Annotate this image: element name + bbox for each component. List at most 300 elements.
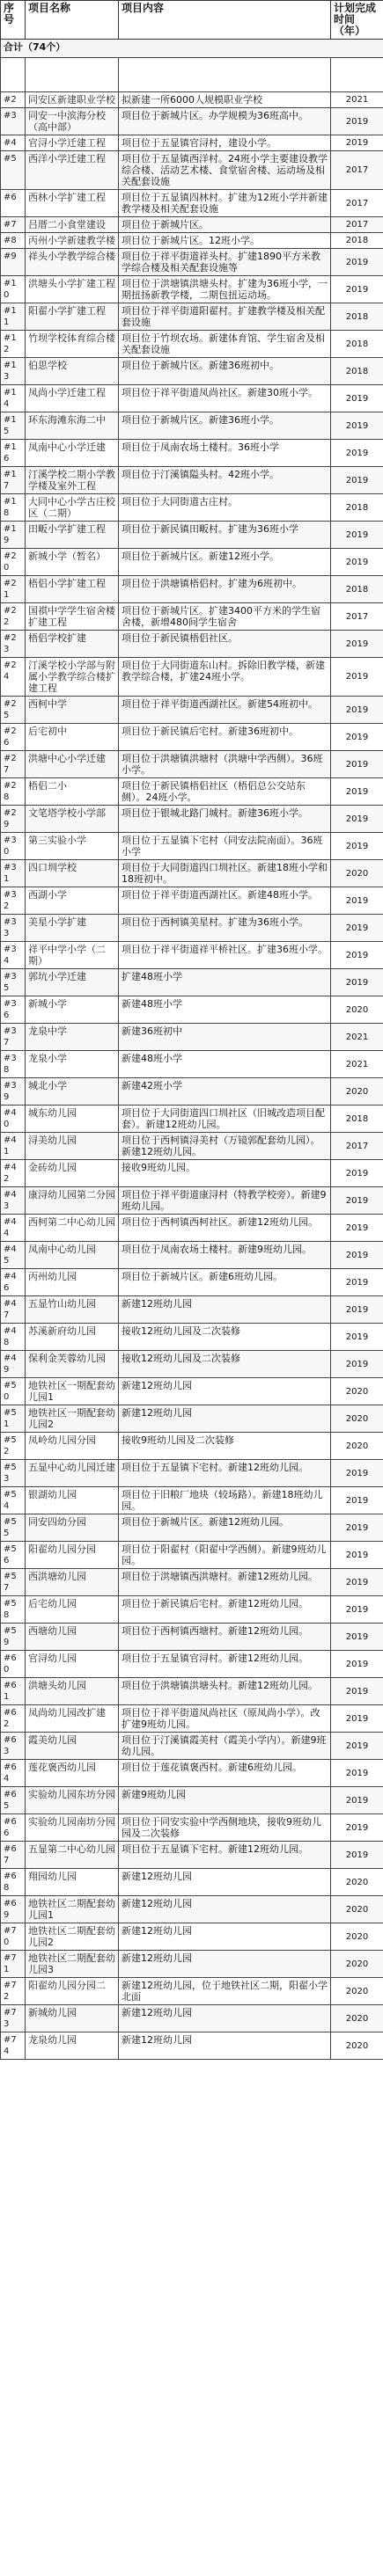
row-project-content: 项目位于五显镇下宅村（同安法院南面）。36班小学 (119, 833, 331, 860)
row-number: #33 (1, 915, 26, 942)
row-completion-year: 2020 (331, 1869, 383, 1896)
row-completion-year: 2020 (331, 1378, 383, 1405)
row-project-content: 项目位于大同街道四口圳社区。新建18班小学和18班初中。 (119, 860, 331, 887)
row-number: #50 (1, 1378, 26, 1405)
row-project-content: 项目位于新民镇后宅村。新建36班初中。 (119, 724, 331, 751)
row-project-content: 项目位于汀溪镇霞美村（霞美小学内）。新建9班幼儿园。 (119, 1733, 331, 1760)
row-number: #4 (1, 135, 26, 151)
row-number: #29 (1, 806, 26, 833)
row-completion-year: 2019 (331, 1678, 383, 1705)
row-project-content: 项目位于洪塘镇梧侣村。扩建为6班初中。 (119, 576, 331, 603)
row-project-name: 祥平中学小学（二期） (26, 942, 119, 969)
row-project-name: 西洪塘幼儿园 (26, 1569, 119, 1596)
row-project-name: 国祺中学学生宿舍楼扩建工程 (26, 603, 119, 631)
row-project-name: 苏溪新府幼儿园 (26, 1324, 119, 1351)
row-project-content: 新建42班小学 (119, 1078, 331, 1106)
row-completion-year: 2019 (331, 1514, 383, 1542)
row-number: #13 (1, 358, 26, 385)
row-project-name: 第三实验小学 (26, 833, 119, 860)
row-project-name: 文笔塔学校小学部 (26, 806, 119, 833)
table-row (1, 1705, 383, 1733)
row-completion-year: 2019 (331, 1624, 383, 1651)
row-project-content: 项目位于五显镇下宅村。新建12班幼儿园。 (119, 1842, 331, 1869)
row-number: #37 (1, 1024, 26, 1051)
row-project-name: 阳翟小学扩建工程 (26, 303, 119, 331)
row-completion-year: 2019 (331, 1324, 383, 1351)
row-project-content: 新建12班幼儿园 (119, 1378, 331, 1405)
row-project-name: 五显第二中心幼儿园 (26, 1842, 119, 1869)
row-project-content: 接收9班幼儿园及二次装修 (119, 1433, 331, 1460)
row-number: #36 (1, 996, 26, 1024)
row-project-name: 地铁社区一期配套幼儿园2 (26, 1405, 119, 1433)
row-number: #30 (1, 833, 26, 860)
row-completion-year: 2019 (331, 1296, 383, 1324)
row-number: #39 (1, 1078, 26, 1106)
row-project-name: 五显中心幼儿园迁建 (26, 1460, 119, 1487)
row-completion-year: 2019 (331, 887, 383, 915)
table-row (1, 217, 383, 233)
table-row (1, 833, 383, 860)
row-completion-year: 2019 (331, 549, 383, 576)
row-number: #43 (1, 1187, 26, 1215)
row-project-name: 城北小学 (26, 1078, 119, 1106)
row-project-content: 项目位于新民镇田畈村。扩建为36班小学 (119, 522, 331, 549)
row-number: #55 (1, 1514, 26, 1542)
row-completion-year: 2019 (331, 1187, 383, 1215)
table-row (1, 522, 383, 549)
table-row (1, 996, 383, 1024)
blank-row (1, 58, 383, 92)
row-project-content: 项目位于新民镇梧侣社区（梧侣总公交站东侧）。24班小学。 (119, 778, 331, 806)
row-project-name: 新城小学 (26, 996, 119, 1024)
row-number: #45 (1, 1242, 26, 1269)
row-number: #19 (1, 522, 26, 549)
row-project-name: 五显竹山幼儿园 (26, 1296, 119, 1324)
row-number: #23 (1, 631, 26, 658)
row-project-content: 项目位于西柯镇西柯社区。新建12班幼儿园。 (119, 1215, 331, 1242)
row-number: #63 (1, 1733, 26, 1760)
blank-cell (119, 58, 331, 92)
row-project-content: 项目位于凤南农场土楼村。新建9班幼儿园。 (119, 1242, 331, 1269)
row-completion-year: 2019 (331, 697, 383, 724)
table-row (1, 1351, 383, 1378)
row-number: #31 (1, 860, 26, 887)
row-project-content: 新建12班幼儿园 (119, 1296, 331, 1324)
table-row (1, 631, 383, 658)
row-project-name: 吕厝二小食堂建设 (26, 217, 119, 233)
row-project-content: 新建12班幼儿园，位于地铁社区二期，阳翟小学北面 (119, 1978, 331, 2005)
row-completion-year: 2019 (331, 412, 383, 440)
row-project-name: 竹坝学校体育综合楼 (26, 331, 119, 358)
table-row (1, 1733, 383, 1760)
row-project-name: 地铁社区二期配套幼儿园3 (26, 1951, 119, 1978)
row-completion-year: 2019 (331, 108, 383, 135)
header-name: 项目名称 (26, 1, 119, 40)
row-completion-year: 2019 (331, 385, 383, 412)
row-project-name: 西湖小学 (26, 887, 119, 915)
row-project-name: 后宅幼儿园 (26, 1596, 119, 1624)
row-completion-year: 2017 (331, 1133, 383, 1160)
row-number: #73 (1, 2005, 26, 2032)
row-project-content: 项目位于洪塘镇洪塘头村。新建12班幼儿园。 (119, 1678, 331, 1705)
row-project-name: 梧侣二小 (26, 778, 119, 806)
row-number: #8 (1, 233, 26, 249)
total-label: 合计（74个） (1, 40, 383, 58)
table-row (1, 151, 383, 190)
row-project-name: 地铁社区二期配套幼儿园2 (26, 1923, 119, 1951)
table-row (1, 549, 383, 576)
row-project-name: 汀溪学校二期小学教学楼及室外工程 (26, 467, 119, 494)
row-number: #27 (1, 751, 26, 778)
table-row (1, 1460, 383, 1487)
row-project-content: 项目位于洪塘镇西洪塘村。新建12班幼儿园。 (119, 1569, 331, 1596)
table-row (1, 724, 383, 751)
row-completion-year: 2020 (331, 1951, 383, 1978)
blank-cell (331, 58, 383, 92)
row-project-name: 凤岭幼儿园分园 (26, 1433, 119, 1460)
table-row (1, 249, 383, 276)
row-completion-year: 2019 (331, 522, 383, 549)
row-project-content: 项目位于莲花镇褒西村。新建6班幼儿园。 (119, 1760, 331, 1787)
row-completion-year: 2019 (331, 942, 383, 969)
row-project-name: 郭坑小学迁建 (26, 969, 119, 996)
row-completion-year: 2019 (331, 778, 383, 806)
row-project-content: 项目位于新城片区。12班小学。 (119, 233, 331, 249)
row-project-name: 大同中心小学古庄校区（二期） (26, 494, 119, 522)
row-number: #44 (1, 1215, 26, 1242)
row-project-name: 凤南中心幼儿园 (26, 1242, 119, 1269)
row-project-name: 龙泉幼儿园 (26, 2032, 119, 2060)
row-number: #42 (1, 1160, 26, 1187)
row-number: #22 (1, 603, 26, 631)
row-completion-year: 2019 (331, 658, 383, 697)
table-body (1, 40, 383, 2060)
row-project-name: 田畈小学扩建工程 (26, 522, 119, 549)
row-project-content: 项目位于五显镇官浔村，建设小学。 (119, 135, 331, 151)
row-project-content: 项目位于祥平街道阳翟村。扩建教学楼及相关配套设施 (119, 303, 331, 331)
table-row (1, 576, 383, 603)
row-completion-year: 2019 (331, 1733, 383, 1760)
row-completion-year: 2019 (331, 440, 383, 467)
table-row (1, 233, 383, 249)
row-project-content: 接收12班幼儿园及二次装修 (119, 1351, 331, 1378)
table-row (1, 1160, 383, 1187)
row-project-name: 洪塘头小学扩建工程 (26, 276, 119, 303)
row-completion-year: 2021 (331, 1024, 383, 1051)
table-row (1, 1842, 383, 1869)
row-number: #48 (1, 1324, 26, 1351)
row-project-name: 地铁社区二期配套幼儿园1 (26, 1896, 119, 1923)
table-row (1, 358, 383, 385)
row-project-content: 项目位于大同街道东山村。拆除旧教学楼，新建教学综合楼，扩建24班小学。 (119, 658, 331, 697)
row-completion-year: 2019 (331, 724, 383, 751)
row-number: #35 (1, 969, 26, 996)
table-row (1, 1242, 383, 1269)
header-desc: 项目内容 (119, 1, 331, 40)
table-row (1, 2032, 383, 2060)
row-completion-year: 2017 (331, 190, 383, 217)
row-number: #26 (1, 724, 26, 751)
row-number: #28 (1, 778, 26, 806)
row-completion-year: 2018 (331, 576, 383, 603)
row-project-content: 接收12班幼儿园及二次装修 (119, 1324, 331, 1351)
row-number: #34 (1, 942, 26, 969)
table-row (1, 1378, 383, 1405)
row-completion-year: 2020 (331, 1978, 383, 2005)
table-row (1, 385, 383, 412)
row-completion-year: 2020 (331, 1896, 383, 1923)
row-project-name: 实验幼儿园南坊分园 (26, 1814, 119, 1842)
table-row (1, 467, 383, 494)
row-project-content: 项目位于祥平街道凤尚社区（原凤尚小学）。改扩建9班幼儿园。 (119, 1705, 331, 1733)
table-row (1, 1405, 383, 1433)
row-completion-year: 2019 (331, 806, 383, 833)
row-project-name: 莲花褒西幼儿园 (26, 1760, 119, 1787)
table-row (1, 1542, 383, 1569)
row-project-name: 地铁社区一期配套幼儿园1 (26, 1378, 119, 1405)
row-number: #5 (1, 151, 26, 190)
row-completion-year: 2018 (331, 358, 383, 385)
row-project-name: 城东幼儿园 (26, 1106, 119, 1133)
table-row (1, 1106, 383, 1133)
row-project-name: 保利金芙蓉幼儿园 (26, 1351, 119, 1378)
row-completion-year: 2019 (331, 1569, 383, 1596)
table-row (1, 778, 383, 806)
row-project-content: 项目位于新民镇后宅村。新建12班幼儿园。 (119, 1596, 331, 1624)
row-project-content: 项目位于祥平街道祥平桥社区。扩建36班小学。 (119, 942, 331, 969)
row-project-name: 环东海滩东海二中 (26, 412, 119, 440)
row-project-name: 西柯第二中心幼儿园 (26, 1215, 119, 1242)
row-completion-year: 2018 (331, 303, 383, 331)
row-project-name: 西塘幼儿园 (26, 1624, 119, 1651)
table-row (1, 1651, 383, 1678)
row-project-content: 项目位于五显镇下宅村。新建12班幼儿园。 (119, 1460, 331, 1487)
row-completion-year: 2021 (331, 1051, 383, 1078)
row-completion-year: 2019 (331, 1787, 383, 1814)
row-completion-year: 2019 (331, 1215, 383, 1242)
row-project-content: 项目位于五显镇西洋村。24班小学主要建设教学综合楼、活动艺术楼、食堂宿舍楼、运动场及相关配套设施 (119, 151, 331, 190)
row-number: #24 (1, 658, 26, 697)
table-row (1, 915, 383, 942)
row-number: #58 (1, 1596, 26, 1624)
row-project-name: 实验幼儿园东坊分园 (26, 1787, 119, 1814)
row-completion-year: 2021 (331, 92, 383, 108)
row-project-content: 新建9班幼儿园 (119, 1787, 331, 1814)
row-completion-year: 2019 (331, 1242, 383, 1269)
table-row (1, 1487, 383, 1514)
row-number: #14 (1, 385, 26, 412)
table-row (1, 1296, 383, 1324)
row-project-name: 龙泉小学 (26, 1051, 119, 1078)
row-project-content: 新建12班幼儿园 (119, 2005, 331, 2032)
table-row (1, 860, 383, 887)
table-row (1, 1787, 383, 1814)
row-completion-year: 2019 (331, 631, 383, 658)
row-project-content: 项目位于新城片区。 (119, 217, 331, 233)
row-number: #21 (1, 576, 26, 603)
table-row (1, 969, 383, 996)
header-no: 序号 (1, 1, 26, 40)
row-number: #40 (1, 1106, 26, 1133)
row-completion-year: 2019 (331, 1487, 383, 1514)
row-number: #56 (1, 1542, 26, 1569)
table-row (1, 603, 383, 631)
row-completion-year: 2020 (331, 1923, 383, 1951)
row-project-name: 祥头小学教学综合楼 (26, 249, 119, 276)
row-number: #53 (1, 1460, 26, 1487)
row-project-name: 汀溪学校小学部与附属小学教学综合楼扩建工程 (26, 658, 119, 697)
table-row (1, 1024, 383, 1051)
row-project-content: 项目位于旧粮厂地块（较场路）。新建18班幼儿园。 (119, 1487, 331, 1514)
row-number: #71 (1, 1951, 26, 1978)
row-completion-year: 2020 (331, 2032, 383, 2060)
row-project-content: 项目位于洪塘镇洪塘头村。扩建为36班小学，一期扭扬新教学楼，二期包扭运动场。 (119, 276, 331, 303)
table-row (1, 1678, 383, 1705)
row-number: #69 (1, 1896, 26, 1923)
row-completion-year: 2019 (331, 1651, 383, 1678)
row-number: #32 (1, 887, 26, 915)
row-project-name: 梧侣小学扩建工程 (26, 576, 119, 603)
table-row (1, 1324, 383, 1351)
row-project-content: 新建12班幼儿园 (119, 1896, 331, 1923)
row-number: #10 (1, 276, 26, 303)
table-row (1, 1051, 383, 1078)
row-number: #57 (1, 1569, 26, 1596)
row-completion-year: 2017 (331, 217, 383, 233)
row-project-name: 新城小学（暂名） (26, 549, 119, 576)
row-completion-year: 2019 (331, 1269, 383, 1296)
row-project-content: 项目位于同安实验中学西侧地块，接收9班幼儿园及二次装修 (119, 1814, 331, 1842)
row-number: #17 (1, 467, 26, 494)
row-project-content: 项目位于大同街道古庄村。 (119, 494, 331, 522)
row-completion-year: 2019 (331, 276, 383, 303)
row-project-name: 翔园幼儿园 (26, 1869, 119, 1896)
row-project-content: 项目位于五显镇官浔村。新建12班幼儿园。 (119, 1651, 331, 1678)
row-project-content: 项目位于阳翟村（阳翟中学西侧）。新建9班幼儿园。 (119, 1542, 331, 1569)
table-row (1, 806, 383, 833)
row-completion-year: 2019 (331, 1596, 383, 1624)
row-project-name: 四口圳学校 (26, 860, 119, 887)
table-row (1, 303, 383, 331)
row-completion-year: 2019 (331, 1705, 383, 1733)
row-completion-year: 2019 (331, 249, 383, 276)
row-completion-year: 2019 (331, 1842, 383, 1869)
row-completion-year: 2019 (331, 1160, 383, 1187)
row-completion-year: 2019 (331, 1542, 383, 1569)
row-project-content: 项目位于祥平街道凤尚社区。新建30班小学。 (119, 385, 331, 412)
row-project-name: 银湖幼儿园 (26, 1487, 119, 1514)
row-project-content: 新建12班幼儿园 (119, 1951, 331, 1978)
row-number: #46 (1, 1269, 26, 1296)
table-row (1, 135, 383, 151)
row-project-content: 新建48班小学 (119, 1051, 331, 1078)
row-number: #65 (1, 1787, 26, 1814)
row-completion-year: 2020 (331, 2005, 383, 2032)
blank-cell (1, 58, 26, 92)
row-project-name: 凤南中心小学迁建 (26, 440, 119, 467)
row-project-name: 霞美幼儿园 (26, 1733, 119, 1760)
row-project-content: 新建12班幼儿园 (119, 1869, 331, 1896)
row-project-name: 龙泉中学 (26, 1024, 119, 1051)
row-project-name: 凤尚小学迁建工程 (26, 385, 119, 412)
table-row (1, 1896, 383, 1923)
row-project-content: 项目位于竹坝农场。新建体育馆、学生宿舍及相关配套设施 (119, 331, 331, 358)
table-row (1, 887, 383, 915)
row-project-content: 项目位于银城北路门城村。新建36班小学。 (119, 806, 331, 833)
row-project-content: 项目位于大同街道四口圳社区（旧城改造项目配套）。新建12班幼儿园。 (119, 1106, 331, 1133)
row-completion-year: 2020 (331, 1405, 383, 1433)
table-row (1, 108, 383, 135)
row-project-content: 项目位于西柯镇美星村。扩建为36班小学。 (119, 915, 331, 942)
row-project-content: 新建12班幼儿园 (119, 1923, 331, 1951)
row-number: #67 (1, 1842, 26, 1869)
row-project-content: 项目位于新民镇梧侣社区。 (119, 631, 331, 658)
table-row (1, 751, 383, 778)
table-row (1, 331, 383, 358)
row-number: #25 (1, 697, 26, 724)
row-number: #47 (1, 1296, 26, 1324)
row-project-name: 梧侣学校扩建 (26, 631, 119, 658)
row-completion-year: 2018 (331, 233, 383, 249)
row-number: #62 (1, 1705, 26, 1733)
row-number: #41 (1, 1133, 26, 1160)
table-row (1, 658, 383, 697)
row-number: #11 (1, 303, 26, 331)
row-number: #38 (1, 1051, 26, 1078)
table-row (1, 1596, 383, 1624)
row-completion-year: 2017 (331, 151, 383, 190)
row-project-name: 洪塘头幼儿园 (26, 1678, 119, 1705)
row-completion-year: 2019 (331, 135, 383, 151)
row-project-content: 项目位于新城片区。扩建3400平方米的学生宿舍楼，新增480间学生宿舍 (119, 603, 331, 631)
row-number: #20 (1, 549, 26, 576)
row-project-name: 丙州幼儿园 (26, 1269, 119, 1296)
row-project-content: 拟新建一所6000人规模职业学校 (119, 92, 331, 108)
table-row (1, 1869, 383, 1896)
row-project-content: 项目位于新城片区。新建12班小学。 (119, 549, 331, 576)
row-completion-year: 2020 (331, 1078, 383, 1106)
row-number: #72 (1, 1978, 26, 2005)
total-row (1, 40, 383, 58)
row-completion-year: 2019 (331, 1460, 383, 1487)
row-project-name: 同安四幼分园 (26, 1514, 119, 1542)
row-number: #70 (1, 1923, 26, 1951)
table-row (1, 1215, 383, 1242)
blank-cell (26, 58, 119, 92)
table-row (1, 1269, 383, 1296)
row-project-content: 项目位于西柯镇西塘村。新建12班幼儿园。 (119, 1624, 331, 1651)
row-project-content: 新建48班小学 (119, 996, 331, 1024)
row-project-name: 浔美幼儿园 (26, 1133, 119, 1160)
row-project-content: 接收9班幼儿园。 (119, 1160, 331, 1187)
row-number: #64 (1, 1760, 26, 1787)
table-row (1, 1760, 383, 1787)
row-number: #68 (1, 1869, 26, 1896)
row-project-name: 伯思学校 (26, 358, 119, 385)
row-number: #61 (1, 1678, 26, 1705)
row-project-name: 金砖幼儿园 (26, 1160, 119, 1187)
row-number: #3 (1, 108, 26, 135)
row-number: #2 (1, 92, 26, 108)
row-number: #54 (1, 1487, 26, 1514)
table-row (1, 92, 383, 108)
row-project-name: 阳翟幼儿园分园 (26, 1542, 119, 1569)
table-row (1, 1433, 383, 1460)
row-number: #16 (1, 440, 26, 467)
table-row (1, 1624, 383, 1651)
row-project-content: 项目位于西柯镇浔美村（万镜郭配套幼儿园）。新建12班幼儿园。 (119, 1133, 331, 1160)
row-number: #15 (1, 412, 26, 440)
